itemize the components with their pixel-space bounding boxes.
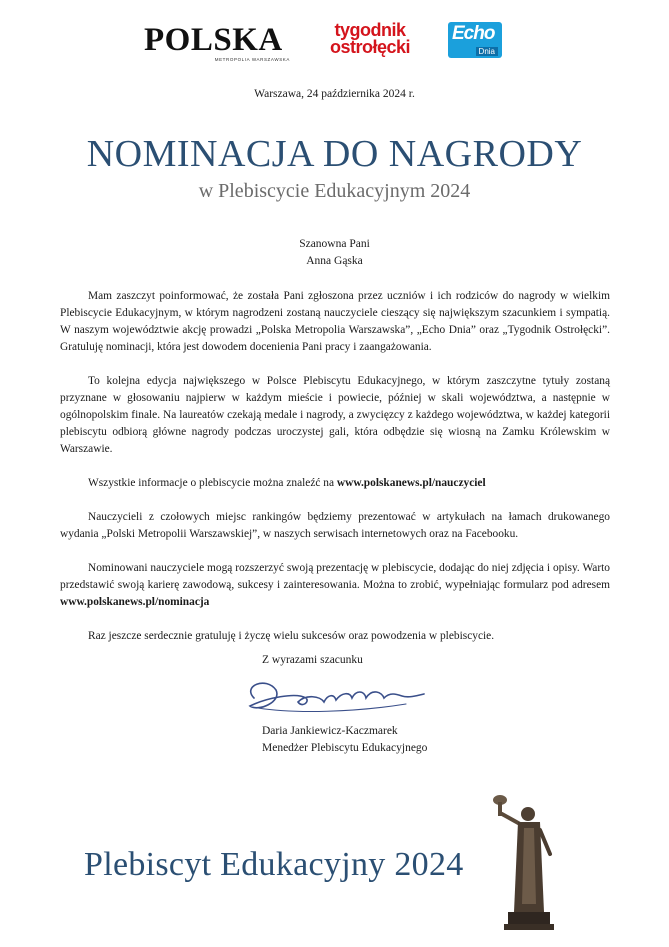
- logo-bar: [0, 20, 669, 64]
- letter-body: [60, 288, 610, 662]
- tygodnik-logo: [322, 22, 418, 56]
- paragraph-6: Raz jeszcze serdecznie gratuluję i życzę wielu sukcesów oraz powodzenia w plebiscycie.: [88, 630, 495, 642]
- salutation: Szanowna Pani: [299, 238, 370, 250]
- paragraph-5-text: Nominowani nauczyciele mogą rozszerzyć swoją prezentację w plebiscycie, dodając do niej zdjęcia i opisy. Warto przedstawić swoją karierę zawodową, sukcesy i zainteresowania. Można to zrobić, wypełniając formularz pod adresem: [60, 562, 610, 591]
- polska-logo-sub: METROPOLIA WARSZAWSKA: [214, 57, 290, 62]
- paragraph-2: To kolejna edycja największego w Polsce Plebiscytu Edukacyjnego, w którym zaszczytne tytuły zostaną przyznane w głosowaniu najpierw w każdym mieście i powiecie, później w skali województwa, a następnie w ogólnopolskim finale. Na laureatów czekają medale i nagrody, a zwycięzcy z każdego województwa, w każdej kategorii plebiscytu odbiorą główne nagrody podczas uroczystej gali, która odbędzie się wiosną na Zamku Królewskim w Warszawie.: [60, 375, 610, 455]
- paragraph-3-text: Wszystkie informacje o plebiscycie można znaleźć na: [88, 477, 337, 489]
- recipient-name: Anna Gąska: [306, 255, 363, 267]
- nauczyciel-link[interactable]: www.polskanews.pl/nauczyciel: [336, 477, 486, 489]
- tygodnik-logo-line2: ostrołęcki: [329, 37, 411, 57]
- echo-logo-dnia: Dnia: [476, 47, 498, 56]
- footer-title: Plebiscyt Edukacyjny 2024: [84, 846, 464, 883]
- page-title: NOMINACJA DO NAGRODY: [86, 133, 583, 175]
- greeting: [0, 236, 669, 270]
- signer-block: [262, 723, 427, 757]
- polska-logo-word: POLSKA: [144, 22, 283, 58]
- paragraph-1: Mam zaszczyt poinformować, że została Pani zgłoszona przez uczniów i ich rodziców do nagrody w wielkim Plebiscycie Edukacyjnym, w którym nagrodzeni zostaną nauczyciele cieszący się największym szacunkiem i sympatią. W naszym województwie akcję prowadzi „Polska Metropolia Warszawska”, „Echo Dnia” oraz „Tygodnik Ostrołęcki”. Gratuluję nominacji, która jest dowodem docenienia Pani pracy i zaangażowania.: [60, 290, 610, 353]
- paragraph-3: [60, 475, 610, 492]
- paragraph-4: Nauczycieli z czołowych miejsc rankingów będziemy prezentować w artykułach na łamach drukowanego wydania „Polski Metropolii Warszawskiej”, w naszych serwisach internetowych oraz na Facebooku.: [60, 511, 610, 540]
- signer-name: Daria Jankiewicz-Kaczmarek: [262, 725, 398, 737]
- paragraph-5: [60, 560, 610, 611]
- closing-phrase: Z wyrazami szacunku: [262, 654, 363, 666]
- statue-trophy-image: [484, 784, 564, 934]
- echo-dnia-logo: [448, 22, 502, 58]
- nominacja-link[interactable]: www.polskanews.pl/nominacja: [60, 596, 210, 608]
- signer-role: Menedżer Plebiscytu Edukacyjnego: [262, 742, 428, 754]
- polska-logo: [144, 24, 294, 62]
- tygodnik-logo-line1: tygodnik: [334, 20, 406, 40]
- echo-logo-word: Echo: [452, 23, 495, 44]
- signature-image: [236, 668, 436, 724]
- letter-date: Warszawa, 24 października 2024 r.: [254, 88, 415, 100]
- page-subtitle: w Plebiscycie Edukacyjnym 2024: [198, 180, 471, 202]
